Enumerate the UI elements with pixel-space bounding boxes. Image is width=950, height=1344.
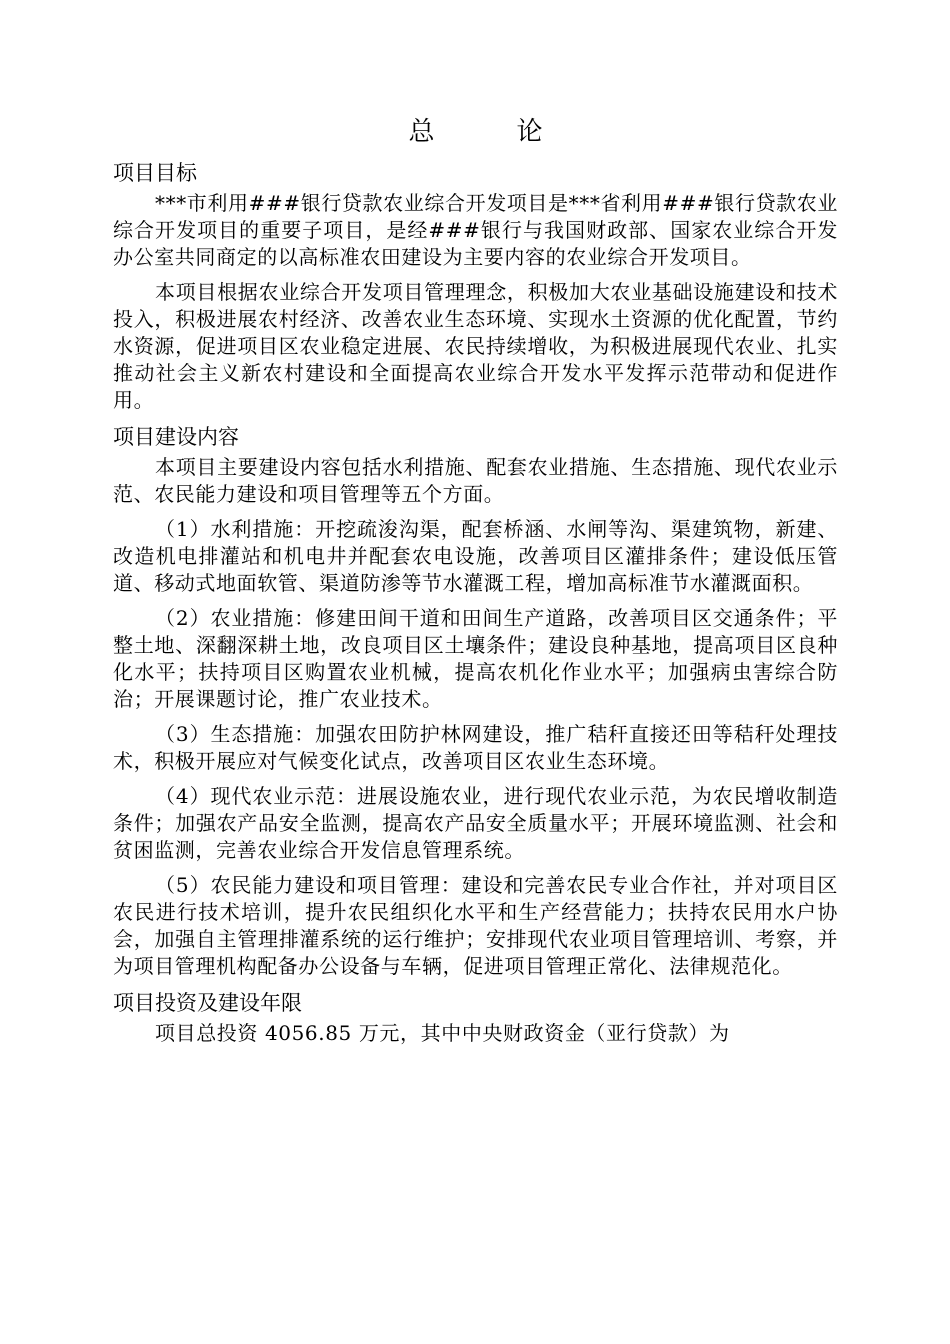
section-project-goals <box>113 158 838 414</box>
paragraph: ***市利用###银行贷款农业综合开发项目是***省利用###银行贷款农业综合开发项目的重要子项目，是经###银行与我国财政部、国家农业综合开发办公室共同商定的以高标准农田建设为主要内容的农业综合开发项目。 <box>113 191 838 269</box>
paragraph-modern-agriculture: （4）现代农业示范：进展设施农业，进行现代农业示范，为农民增收制造条件；加强农产品安全监测，提高农产品安全质量水平；开展环境监测、社会和贫困监测，完善农业综合开发信息管理系统。 <box>113 784 838 862</box>
section-construction-content <box>113 422 838 980</box>
section-heading: 项目投资及建设年限 <box>113 991 302 1015</box>
document-page <box>113 112 838 1047</box>
section-heading: 项目建设内容 <box>113 425 239 449</box>
paragraph-ecology-measures: （3）生态措施：加强农田防护林网建设，推广秸秆直接还田等秸秆处理技术，积极开展应对气候变化试点，改善项目区农业生态环境。 <box>113 722 838 773</box>
paragraph-investment: 项目总投资 4056.85 万元，其中中央财政资金（亚行贷款）为 <box>155 1021 730 1045</box>
document-title: 总 论 <box>408 117 571 147</box>
paragraph: 本项目根据农业综合开发项目管理理念，积极加大农业基础设施建设和技术投入，积极进展农村经济、改善农业生态环境、实现水土资源的优化配置，节约水资源，促进项目区农业稳定进展、农民持续增收，为积极进展现代农业、扎实推动社会主义新农村建设和全面提高农业综合开发水平发挥示范带动和促进作用。 <box>113 280 838 412</box>
paragraph-agriculture-measures: （2）农业措施：修建田间干道和田间生产道路，改善项目区交通条件；平整土地、深翻深耕土地，改良项目区土壤条件；建设良种基地，提高项目区良种化水平；扶持项目区购置农业机械，提高农机化作业水平；加强病虫害综合防治；开展课题讨论，推广农业技术。 <box>113 606 838 711</box>
section-investment <box>113 988 838 1047</box>
paragraph-water-measures: （1）水利措施：开挖疏浚沟渠，配套桥涵、水闸等沟、渠建筑物，新建、改造机电排灌站和机电井并配套农电设施，改善项目区灌排条件；建设低压管道、移动式地面软管、渠道防渗等节水灌溉工程，增加高标准节水灌溉面积。 <box>113 517 838 595</box>
section-heading: 项目目标 <box>113 161 197 185</box>
paragraph: 本项目主要建设内容包括水利措施、配套农业措施、生态措施、现代农业示范、农民能力建设和项目管理等五个方面。 <box>113 455 838 506</box>
paragraph-capacity-building: （5）农民能力建设和项目管理：建设和完善农民专业合作社，并对项目区农民进行技术培训，提升农民组织化水平和生产经营能力；扶持农民用水户协会，加强自主管理排灌系统的运行维护；安排现代农业项目管理培训、考察，并为项目管理机构配备办公设备与车辆，促进项目管理正常化、法律规范化。 <box>113 873 838 978</box>
